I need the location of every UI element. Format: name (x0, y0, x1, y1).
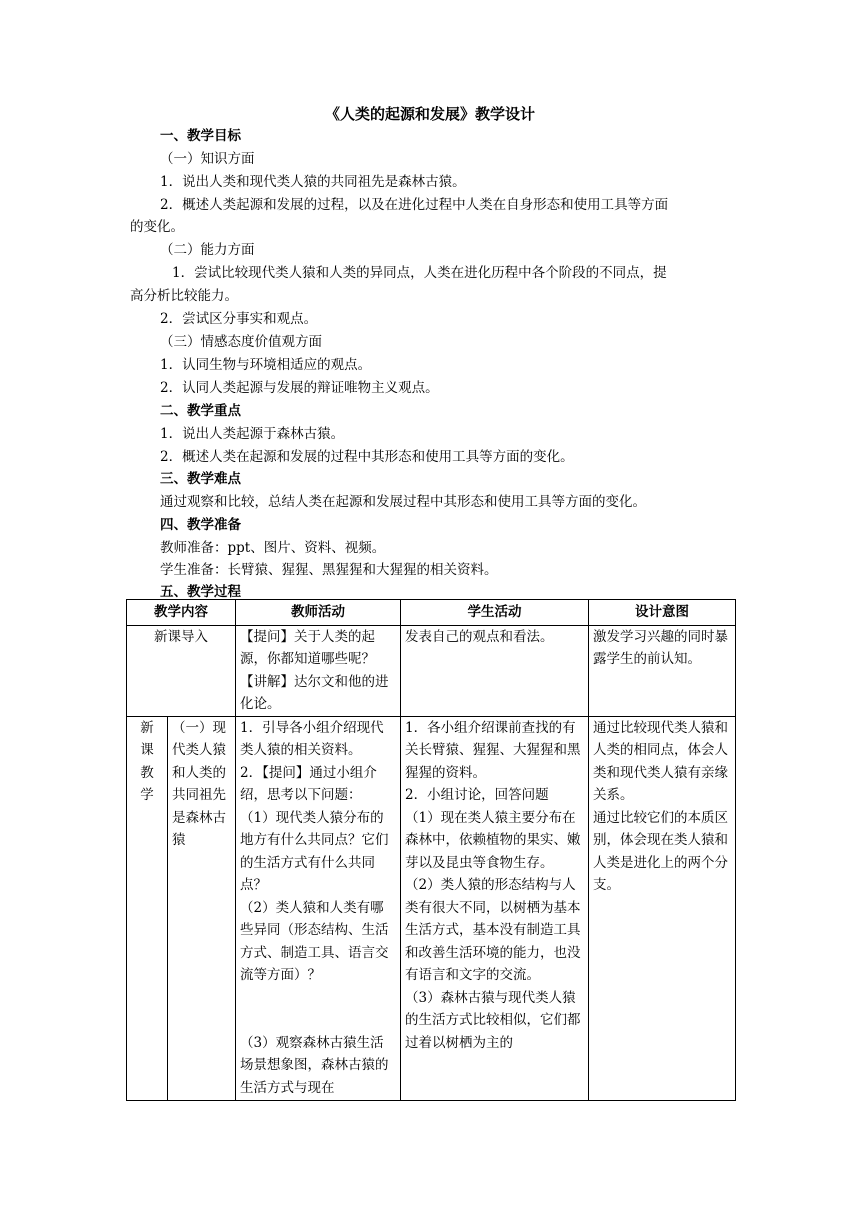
attitude-item-2: 2．认同人类起源与发展的辩证唯物主义观点。 (160, 380, 439, 396)
header-student: 学生活动 (401, 600, 589, 626)
header-teacher: 教师活动 (236, 600, 401, 626)
heading-process: 五、教学过程 (160, 584, 241, 600)
row2-student-p3: （1）现在类人猿主要分布在森林中，依赖植物的果实、嫩芽以及昆虫等食物生存。 (405, 809, 581, 871)
table-row (127, 625, 736, 716)
row2-teacher-p5: （3）观察森林古猿生活场景想象图，森林古猿的生活方式与现在 (240, 1034, 389, 1096)
row2-section-char: 课 (140, 742, 154, 758)
student-preparation: 学生准备：长臂猿、猩猩、黑猩猩和大猩猩的相关资料。 (160, 562, 498, 578)
difficulty-text: 通过观察和比较，总结人类在起源和发展过程中其形态和使用工具等方面的变化。 (160, 494, 646, 510)
row2-teacher-p2: 2．【提问】通过小组介绍，思考以下问题： (240, 764, 377, 803)
row2-student (401, 716, 589, 1100)
key-point-1: 1．说出人类起源于森林古猿。 (160, 426, 345, 442)
key-point-2: 2．概述人类在起源和发展的过程中其形态和使用工具等方面的变化。 (160, 449, 574, 465)
row1-teacher-p2: 【讲解】达尔文和他的进化论。 (240, 673, 389, 712)
row2-intent-p1: 通过比较现代类人猿和人类的相同点，体会人类和现代类人猿有亲缘关系。 (593, 719, 728, 803)
row1-student: 发表自己的观点和看法。 (401, 625, 589, 716)
table-row (127, 716, 736, 1100)
heading-key-points: 二、教学重点 (160, 403, 241, 419)
row1-intent: 激发学习兴趣的同时暴露学生的前认知。 (589, 625, 736, 716)
row1-content: 新课导入 (127, 625, 236, 716)
knowledge-item-1: 1．说出人类和现代类人猿的共同祖先是森林古猿。 (160, 174, 466, 190)
row2-section-char: 学 (140, 787, 154, 803)
row2-teacher-p1: 1．引导各小组介绍现代类人猿的相关资料。 (240, 719, 384, 758)
table-header-row (127, 600, 736, 626)
row2-section-label (127, 716, 168, 1100)
heading-difficulties: 三、教学难点 (160, 471, 241, 487)
document-title: 《人类的起源和发展》教学设计 (324, 105, 535, 123)
row1-teacher (236, 625, 401, 716)
ability-item-1-line1: 1．尝试比较现代类人猿和人类的异同点，人类在进化历程中各个阶段的不同点，提 (172, 265, 667, 281)
heading-preparation: 四、教学准备 (160, 517, 241, 533)
row2-teacher-gap (240, 987, 396, 1032)
knowledge-item-2-line2: 的变化。 (130, 219, 184, 235)
subheading-attitude: （三）情感态度价值观方面 (160, 334, 322, 350)
knowledge-item-2-line1: 2．概述人类起源和发展的过程，以及在进化过程中人类在自身形态和使用工具等方面 (160, 197, 669, 213)
row2-intent-p2: 通过比较它们的本质区别，体会现在类人猿和人类是进化上的两个分支。 (593, 809, 728, 893)
header-content: 教学内容 (127, 600, 236, 626)
row2-student-p2: 2．小组讨论，回答问题 (405, 787, 549, 803)
row2-student-p1: 1．各小组介绍课前查找的有关长臂猿、猩猩、大猩猩和黑猩猩的资料。 (405, 719, 581, 781)
ability-item-2: 2．尝试区分事实和观点。 (160, 311, 318, 327)
subheading-knowledge: （一）知识方面 (160, 151, 255, 167)
header-intent: 设计意图 (589, 600, 736, 626)
row2-section-char: 教 (140, 764, 154, 781)
row2-teacher-p4: （2）类人猿和人类有哪些异同（形态结构、生活方式、制造工具、语言交流等方面）？ (240, 899, 389, 983)
row1-teacher-p1: 【提问】关于人类的起源，你都知道哪些呢？ (240, 628, 375, 667)
subheading-ability: （二）能力方面 (160, 242, 255, 258)
row2-teacher-p3: （1）现代类人猿分布的地方有什么共同点？它们的生活方式有什么共同点？ (240, 809, 389, 893)
teaching-process-table (126, 599, 736, 1101)
ability-item-1-line2: 高分析比较能力。 (130, 288, 238, 304)
row2-student-p4: （2）类人猿的形态结构与人类有很大不同，以树栖为基本生活方式，基本没有制造工具和改善生活环境的能力，也没有语言和文字的交流。 (405, 877, 581, 983)
row2-teacher (236, 716, 401, 1100)
row2-section-char: 新 (140, 719, 154, 736)
row2-topic: （一）现代类人猿和人类的共同祖先是森林古猿 (168, 716, 236, 1100)
teacher-preparation: 教师准备：ppt、图片、资料、视频。 (160, 540, 386, 556)
row2-intent (589, 716, 736, 1100)
heading-teaching-goals: 一、教学目标 (160, 128, 241, 144)
attitude-item-1: 1．认同生物与环境相适应的观点。 (160, 357, 372, 373)
row2-student-p5: （3）森林古猿与现代类人猿的生活方式比较相似，它们都过着以树栖为主的 (405, 989, 581, 1051)
